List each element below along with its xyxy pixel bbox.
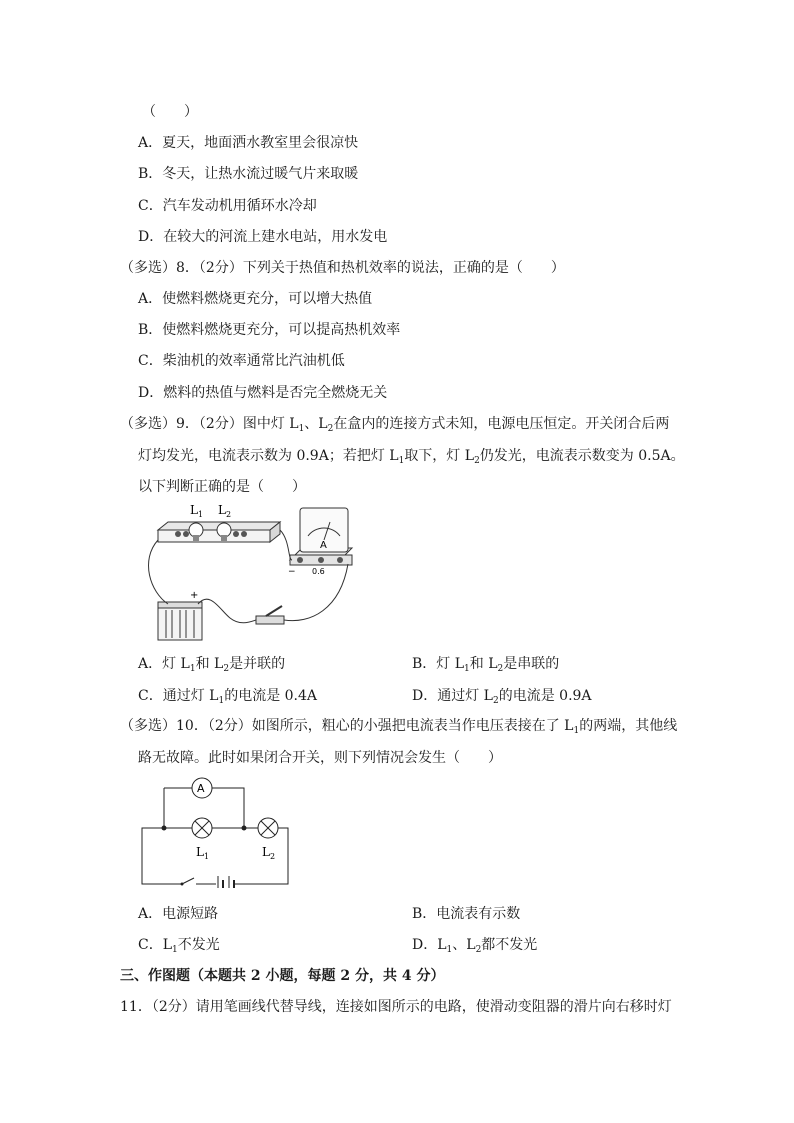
q8-option-d: D．燃料的热值与燃料是否完全燃烧无关 [138,385,388,401]
wire [198,599,256,623]
q9-stem-line3: 以下判断正确的是（ ） [138,479,306,495]
q8-option-b: B．使燃料燃烧更充分，可以提高热机效率 [138,322,401,338]
wire [149,540,168,604]
battery-plus: + [190,590,199,601]
q7-option-c: C．汽车发动机用循环水冷却 [138,198,317,214]
q7-option-a: A．夏天，地面洒水教室里会很凉快 [138,135,359,151]
q11-stem: 11．（2分）请用笔画线代替导线，连接如图所示的电路，使滑动变阻器的滑片向右移时灯 [120,999,672,1015]
wire [142,788,182,884]
q8-stem: （多选）8．（2分）下列关于热值和热机效率的说法，正确的是（ ） [120,260,565,276]
wire [212,788,244,828]
ammeter-minus: − [288,567,296,577]
switch-icon [182,878,194,884]
lamp-box-front [158,530,270,542]
q7-stem-tail: （ ） [142,104,198,120]
ammeter-terminal: 0.6 [312,567,325,576]
q10-option-c: C．$L_1$不发光 [138,937,220,955]
q9-stem-line2: 灯均发光，电流表示数为 0.9A；若把灯 $L_1$取下，灯 $L_2$仍发光，电流表示数变为 0.5A。 [138,448,685,466]
label-l2: $L_2$ [262,845,276,861]
label-l1: $L_1$ [190,503,204,519]
q10-stem-line2: 路无故障。此时如果闭合开关，则下列情况会发生（ ） [138,750,502,766]
q9-option-d: D．通过灯 $L_2$的电流是 0.9A [412,688,592,706]
q7-option-b: B．冬天，让热水流过暖气片来取暖 [138,166,359,182]
q8-option-a: A．使燃料燃烧更充分，可以增大热值 [138,291,373,307]
lamp-l1-icon [189,523,203,537]
ammeter-label: A [320,540,327,551]
q10-option-a: A．电源短路 [138,906,219,922]
q9-stem-line1: （多选）9．（2分）图中灯 $L_1$、$L_2$在盒内的连接方式未知，电源电压恒定。开关闭合后两 [120,416,670,434]
q10-option-d: D．$L_1$、$L_2$都不发光 [412,937,538,955]
switch-icon [256,616,284,624]
q10-circuit-figure [138,776,298,888]
label-l2: $L_2$ [218,503,232,519]
lamp-l2-icon [217,523,231,537]
q9-option-c: C．通过灯 $L_1$的电流是 0.4A [138,688,318,706]
q10-stem-line1: （多选）10．（2分）如图所示，粗心的小强把电流表当作电压表接在了 $L_1$的两端，其他线 [120,718,678,736]
q9-option-b: B．灯 $L_1$和 $L_2$是串联的 [412,656,560,674]
q10-option-b: B．电流表有示数 [412,906,521,922]
q8-option-c: C．柴油机的效率通常比汽油机低 [138,353,345,369]
q9-circuit-figure [140,500,380,645]
ammeter-label: A [197,782,205,795]
q7-option-d: D．在较大的河流上建水电站，用水发电 [138,229,388,245]
section-3-title: 三、作图题（本题共 2 小题，每题 2 分，共 4 分） [120,968,445,984]
q9-option-a: A．灯 $L_1$和 $L_2$是并联的 [138,656,286,674]
label-l1: $L_1$ [196,845,210,861]
